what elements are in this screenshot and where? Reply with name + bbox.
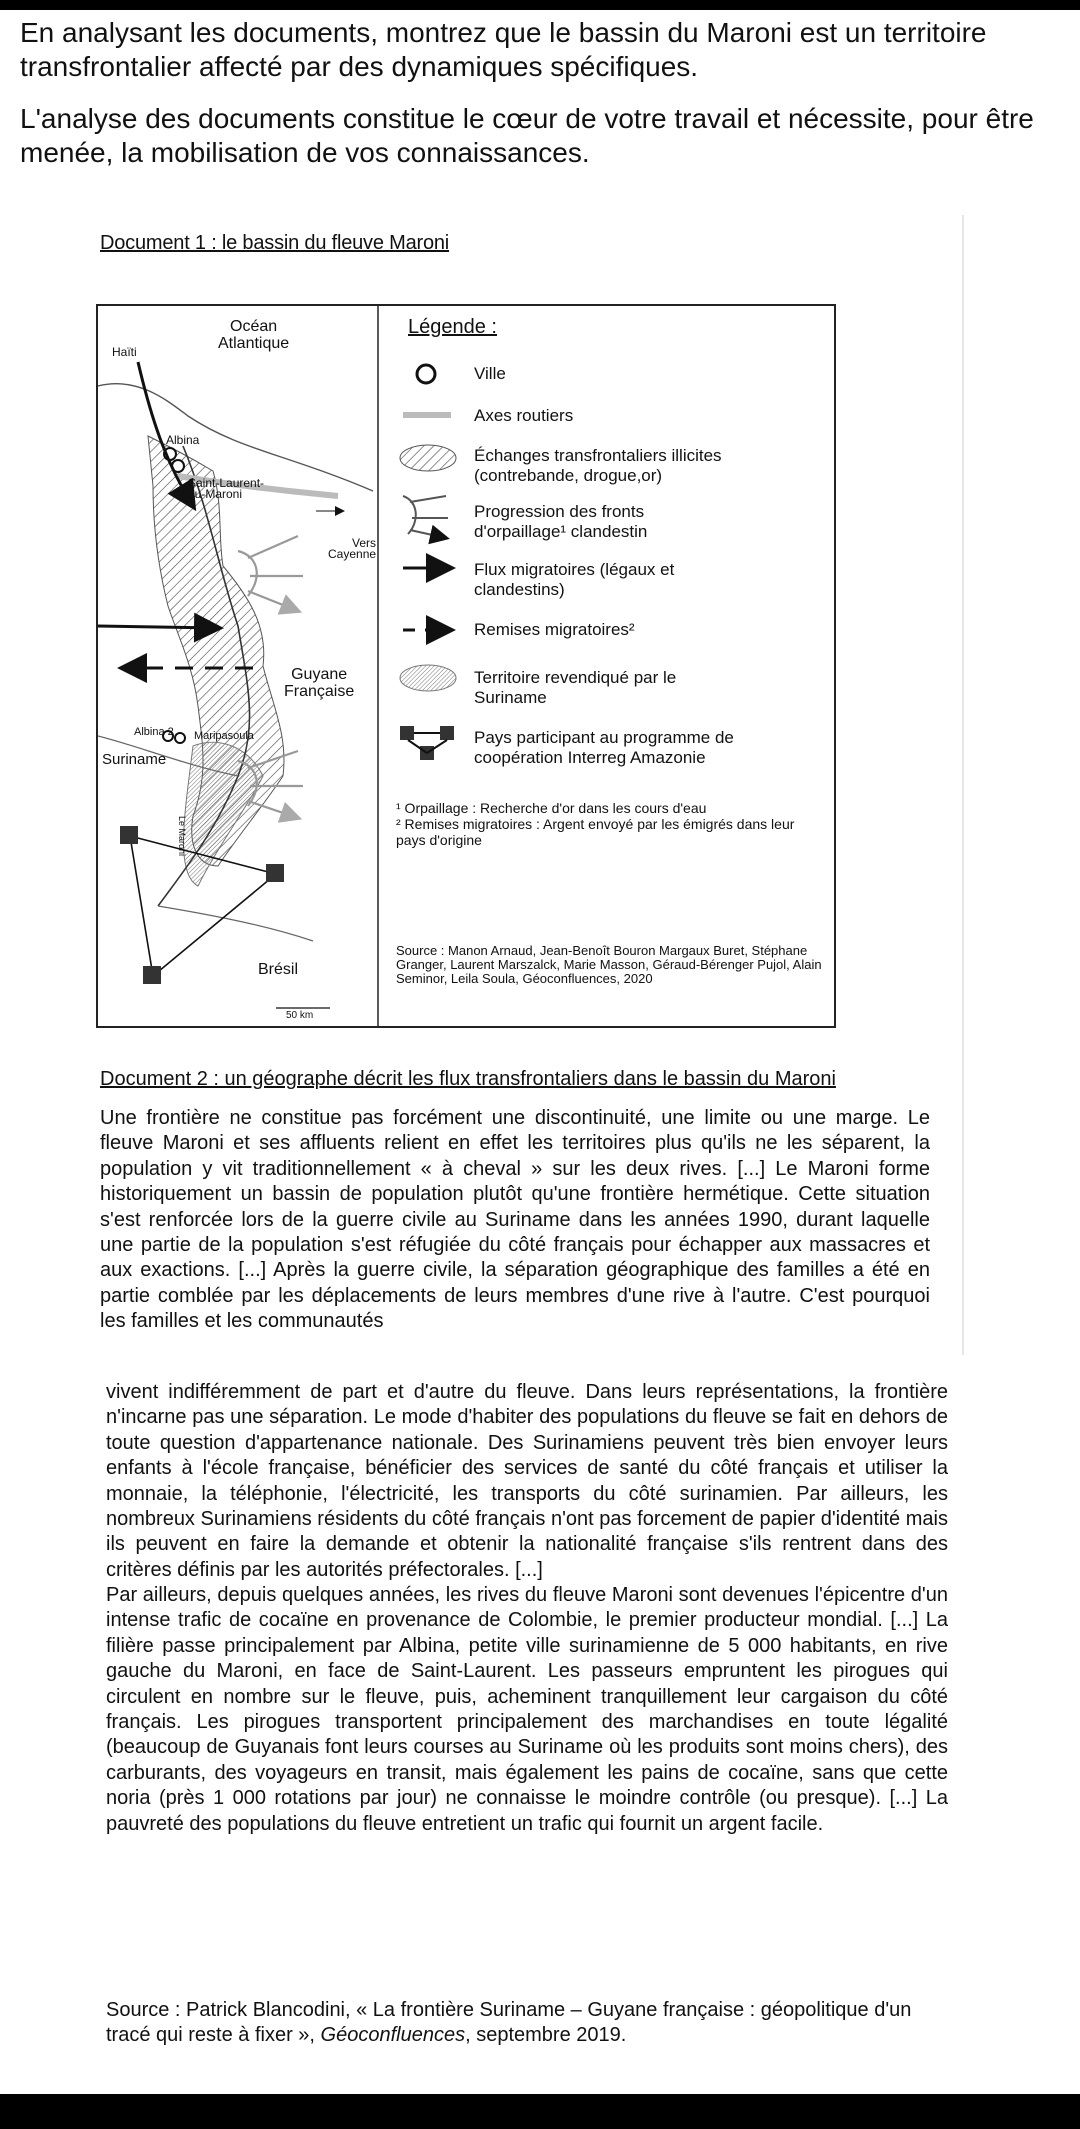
- top-status-bar: [0, 0, 1080, 10]
- document-2-source: [106, 1998, 948, 2048]
- source-suffix: , septembre 2019.: [465, 2024, 627, 2046]
- question-line: En analysant les documents, montrez que le bassin du Maroni est un territoire transfrontalier affecté par des dynamiques spécifiques.: [20, 17, 987, 82]
- instruction-line: L'analyse des documents constitue le cœur de votre travail et nécessite, pour être menée, la mobilisation de vos connaissances.: [20, 103, 1034, 168]
- label-maroni: Le Maroni: [177, 816, 187, 857]
- document-2-title: Document 2 : un géographe décrit les flux transfrontaliers dans le bassin du Maroni: [100, 1068, 836, 1090]
- document-1-title: Document 1 : le bassin du fleuve Maroni: [100, 232, 450, 254]
- interreg-country-square: [266, 864, 284, 882]
- legend-item-remittance: Remises migratoires²: [474, 620, 635, 639]
- label-albina: Albina: [166, 433, 200, 447]
- scan-edge: [962, 215, 964, 1355]
- migration-flow-arrow: [98, 626, 218, 628]
- legend-item-axes: Axes routiers: [474, 406, 574, 425]
- city-maripasoula: [175, 733, 185, 743]
- interreg-country-square: [120, 826, 138, 844]
- legend-item-interreg: Pays participant au programme de coopération Interreg Amazonie: [474, 728, 734, 767]
- legend-claimed-symbol: [400, 665, 456, 691]
- legend-item-migration: Flux migratoires (légaux et clandestins): [474, 560, 675, 599]
- source-journal: Géoconfluences: [320, 2024, 466, 2046]
- label-saint-laurent: Saint-Laurent- du-Maroni: [188, 476, 265, 501]
- legend-item-ville: Ville: [474, 364, 506, 383]
- label-haiti: Haïti: [112, 345, 137, 359]
- label-ocean: Océan Atlantique: [218, 318, 290, 352]
- label-albina-2: Albina 2: [134, 726, 174, 738]
- document-2-paragraph-1: Une frontière ne constitue pas forcément une discontinuité, une limite ou une marge. Le fleuve Maroni et ses affluents relient en effet les territoires plus qu'ils ne les séparent, la population y vit traditionnellement « à cheval » sur les deux rives. [...] Le Maroni forme historiquement un bassin de population plutôt qu'une frontière hermétique. Cette situation s'est renforcée lors de la guerre civile au Suriname dans les années 1990, durant laquelle une partie de la population s'est réfugiée du côté français pour échapper aux massacres et aux exactions. [...] Après la guerre civile, la séparation géographique des familles a été en partie comblée par les déplacements de leurs membres d'une rive à l'autre. C'est pourquoi les familles et les communautés: [100, 1107, 930, 1333]
- label-scale: 50 km: [286, 1010, 314, 1021]
- label-guyane: Guyane Française: [284, 666, 355, 700]
- legend-city-symbol: [417, 365, 435, 383]
- document-2-paragraph-3: Par ailleurs, depuis quelques années, les rives du fleuve Maroni sont devenues l'épicentre d'un intense trafic de cocaïne en provenance de Colombie, le premier producteur mondial. [...] La filière passe principalement par Albina, petite ville surinamienne de 5 000 habitants, en rive gauche du Maroni, en face de Saint-Laurent. Les passeurs empruntent les pirogues qui circulent en nombre sur le fleuve, puis, acheminent tranquillement leur cargaison du côté français. Les pirogues transportent principalement des marchandises en toute légalité (beaucoup de Guyanais font leurs courses au Suriname où les produits sont moins chers), des carburants, des voyageurs en transit, mais également les pains de cocaïne, sans que cette noria (près 1 000 rotations par jour) ne connaisse le moindre contrôle (ou presque). [...] La pauvreté des populations du fleuve entretient un trafic qui fournit un argent facile.: [106, 1584, 948, 1835]
- legend-item-gold: Progression des fronts d'orpaillage¹ clandestin: [474, 502, 648, 541]
- bottom-navigation-bar: [0, 2094, 1080, 2129]
- coastline: [98, 384, 373, 491]
- label-vers-cayenne: Vers Cayenne: [328, 536, 377, 561]
- map-notes: [396, 800, 826, 848]
- legend-title: Légende :: [408, 316, 497, 338]
- intro-text: [20, 16, 1060, 188]
- legend-gold-symbol: [403, 496, 448, 538]
- label-bresil: Brésil: [258, 961, 299, 978]
- source-prefix: Source : Patrick Blancodini, « La frontière Suriname – Guyane française : géopolitique d'un tracé qui reste à fixer »,: [106, 1999, 912, 2046]
- label-suriname: Suriname: [102, 751, 167, 768]
- document-2-paragraph-2: vivent indifféremment de part et d'autre du fleuve. Dans leurs représentations, la frontière n'incarne pas une séparation. Le mode d'habiter des populations du fleuve se fait en dehors de toute question d'appartenance nationale. Des Surinamiens peuvent très bien envoyer leurs enfants à l'école française, bénéficier des services de santé du côté français et utiliser la monnaie, la téléphonie, l'électricité, les transports du côté surinamien. Par ailleurs, les nombreux Surinamiens résidents du côté français n'ont pas forcement de papier d'identité mais ils peuvent en faire la demande et obtenir la nationalité française s'ils rentrent dans des critères définis par les autorités préfectorales. [...]: [106, 1381, 948, 1581]
- label-maripasoula: Maripasoula: [194, 730, 254, 742]
- map-source: Source : Manon Arnaud, Jean-Benoît Bouron Margaux Buret, Stéphane Granger, Laurent Marszalck, Marie Masson, Géraud-Bérenger Pujol, Alain Seminor, Leila Soula, Géoconfluences, 2020: [396, 943, 822, 986]
- legend-item-illicit: Échanges transfrontaliers illicites (contrebande, drogue,or): [474, 446, 722, 485]
- legend-interreg-symbol: [400, 726, 454, 760]
- legend-illicit-symbol: [400, 445, 456, 471]
- interreg-country-square: [143, 966, 161, 984]
- map-figure: [96, 304, 836, 1028]
- note-remises: ² Remises migratoires : Argent envoyé par les émigrés dans leur pays d'origine: [396, 816, 795, 848]
- note-orpaillage: ¹ Orpaillage : Recherche d'or dans les cours d'eau: [396, 800, 707, 816]
- legend-item-claimed: Territoire revendiqué par le Suriname: [474, 668, 677, 707]
